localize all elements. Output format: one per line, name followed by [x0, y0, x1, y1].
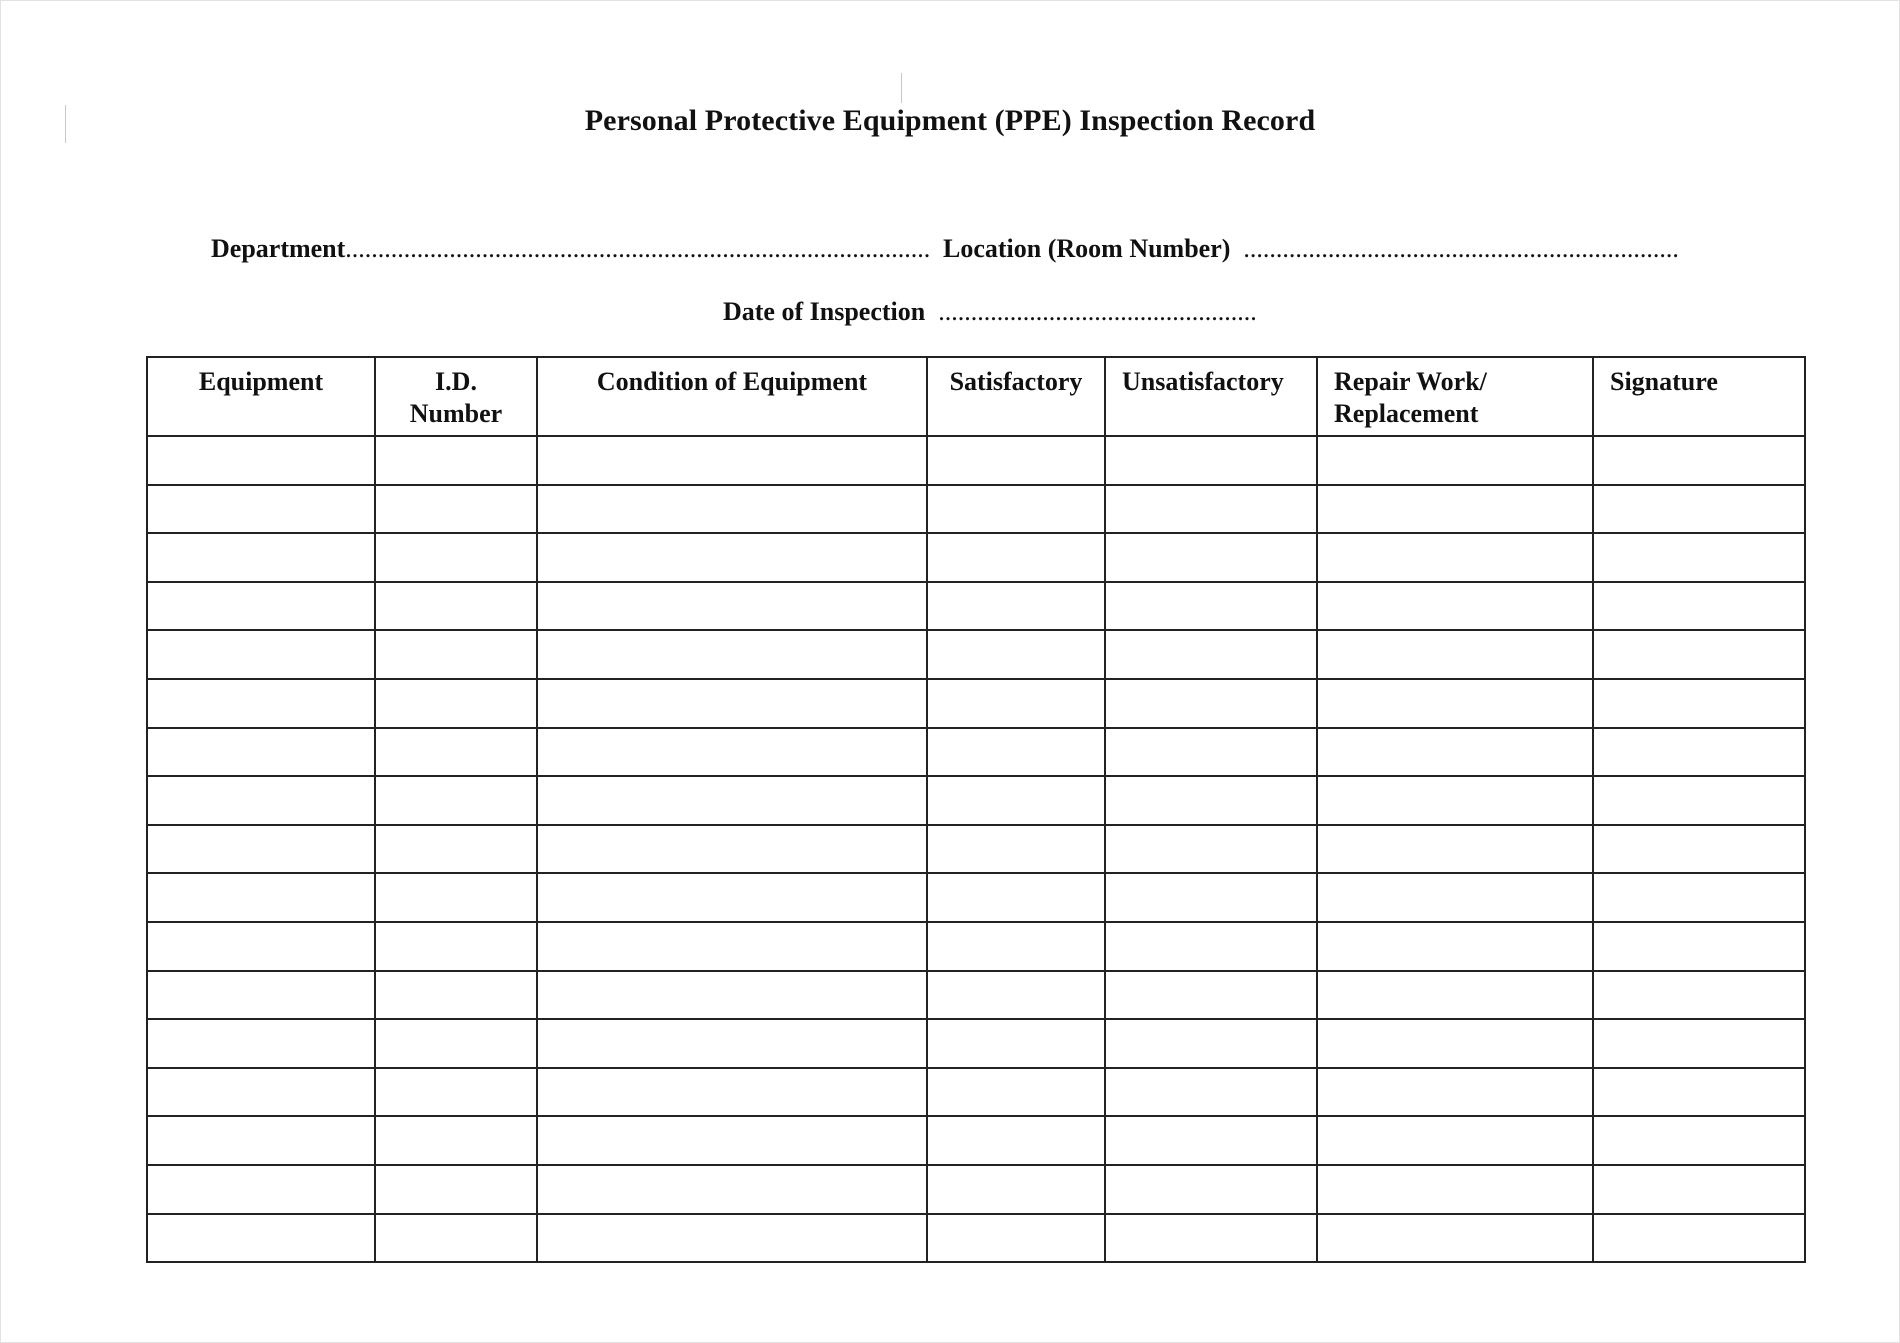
table-cell[interactable] — [147, 630, 375, 679]
table-cell[interactable] — [927, 1165, 1105, 1214]
table-cell[interactable] — [1105, 873, 1317, 922]
table-cell[interactable] — [927, 1116, 1105, 1165]
table-cell[interactable] — [375, 825, 537, 874]
table-row — [147, 728, 1805, 777]
table-header-row — [147, 357, 1805, 436]
table-cell[interactable] — [927, 1068, 1105, 1117]
table-row — [147, 825, 1805, 874]
table-cell[interactable] — [927, 728, 1105, 777]
table-cell[interactable] — [1105, 1068, 1317, 1117]
table-cell[interactable] — [927, 776, 1105, 825]
date-field[interactable] — [723, 297, 1257, 327]
text-cursor-mark — [901, 73, 902, 103]
table-cell[interactable] — [1105, 825, 1317, 874]
table-cell[interactable] — [1317, 873, 1593, 922]
table-cell[interactable] — [1317, 825, 1593, 874]
table-cell[interactable] — [927, 533, 1105, 582]
table-cell[interactable] — [537, 533, 927, 582]
table-cell[interactable] — [927, 436, 1105, 485]
table-cell[interactable] — [1317, 1068, 1593, 1117]
table-row — [147, 1165, 1805, 1214]
location-fill-line[interactable]: ................................................................... — [1243, 234, 1679, 263]
table-cell[interactable] — [1105, 922, 1317, 971]
table-cell[interactable] — [375, 728, 537, 777]
table-cell[interactable] — [375, 873, 537, 922]
table-cell[interactable] — [147, 436, 375, 485]
table-cell[interactable] — [537, 679, 927, 728]
table-cell[interactable] — [1593, 436, 1805, 485]
table-cell[interactable] — [147, 922, 375, 971]
table-cell[interactable] — [1593, 728, 1805, 777]
column-header-signature: Signature — [1593, 357, 1805, 436]
table-cell[interactable] — [1317, 1165, 1593, 1214]
table-cell[interactable] — [537, 873, 927, 922]
table-cell[interactable] — [927, 922, 1105, 971]
table-row — [147, 1214, 1805, 1263]
table-cell[interactable] — [1105, 679, 1317, 728]
table-cell[interactable] — [1317, 485, 1593, 534]
table-cell[interactable] — [537, 1068, 927, 1117]
table-row — [147, 679, 1805, 728]
table-cell[interactable] — [147, 1116, 375, 1165]
column-header-satisfactory: Satisfactory — [927, 357, 1105, 436]
table-cell[interactable] — [1317, 776, 1593, 825]
table-cell[interactable] — [375, 533, 537, 582]
table-cell[interactable] — [1105, 1116, 1317, 1165]
table-cell[interactable] — [1105, 1165, 1317, 1214]
table-cell[interactable] — [375, 436, 537, 485]
table-cell[interactable] — [1317, 728, 1593, 777]
table-cell[interactable] — [375, 582, 537, 631]
table-cell[interactable] — [375, 1214, 537, 1263]
table-row — [147, 1019, 1805, 1068]
table-row — [147, 1068, 1805, 1117]
table-cell[interactable] — [375, 776, 537, 825]
table-row — [147, 873, 1805, 922]
table-cell[interactable] — [147, 971, 375, 1020]
table-cell[interactable] — [1593, 971, 1805, 1020]
table-cell[interactable] — [927, 1019, 1105, 1068]
table-body — [147, 436, 1805, 1262]
table-cell[interactable] — [537, 630, 927, 679]
table-cell[interactable] — [537, 1116, 927, 1165]
table-cell[interactable] — [375, 679, 537, 728]
table-cell[interactable] — [1317, 582, 1593, 631]
column-header-id-number: I.D. Number — [375, 357, 537, 436]
table-cell[interactable] — [537, 825, 927, 874]
table-cell[interactable] — [1593, 776, 1805, 825]
table-cell[interactable] — [147, 533, 375, 582]
table-cell[interactable] — [1593, 1165, 1805, 1214]
table-cell[interactable] — [537, 485, 927, 534]
table-row — [147, 971, 1805, 1020]
document-title: Personal Protective Equipment (PPE) Inspection Record — [584, 104, 1316, 137]
table-cell[interactable] — [1105, 533, 1317, 582]
table-cell[interactable] — [1593, 533, 1805, 582]
table-cell[interactable] — [537, 728, 927, 777]
location-label: Location (Room Number) — [943, 234, 1231, 263]
table-cell[interactable] — [1105, 582, 1317, 631]
table-cell[interactable] — [927, 873, 1105, 922]
table-cell[interactable] — [1593, 485, 1805, 534]
table-row — [147, 533, 1805, 582]
table-cell[interactable] — [147, 1214, 375, 1263]
table-cell[interactable] — [1593, 825, 1805, 874]
table-cell[interactable] — [537, 776, 927, 825]
department-field[interactable] — [211, 234, 930, 264]
table-cell[interactable] — [147, 1019, 375, 1068]
table-cell[interactable] — [1105, 485, 1317, 534]
table-cell[interactable] — [375, 630, 537, 679]
table-cell[interactable] — [1593, 582, 1805, 631]
table-cell[interactable] — [1593, 1068, 1805, 1117]
table-cell[interactable] — [537, 922, 927, 971]
table-cell[interactable] — [1317, 1116, 1593, 1165]
table-row — [147, 630, 1805, 679]
table-row — [147, 1116, 1805, 1165]
table-cell[interactable] — [375, 485, 537, 534]
table-cell[interactable] — [1317, 630, 1593, 679]
date-fill-line[interactable]: ................................................. — [938, 297, 1257, 326]
table-cell[interactable] — [927, 679, 1105, 728]
table-cell[interactable] — [147, 679, 375, 728]
column-header-unsatisfactory: Unsatisfactory — [1105, 357, 1317, 436]
location-field[interactable] — [943, 234, 1679, 264]
column-header-repair-replacement: Repair Work/ Replacement — [1317, 357, 1593, 436]
table-cell[interactable] — [1105, 1214, 1317, 1263]
table-cell[interactable] — [537, 1214, 927, 1263]
table-cell[interactable] — [1593, 1116, 1805, 1165]
table-row — [147, 922, 1805, 971]
table-cell[interactable] — [147, 1165, 375, 1214]
department-label: Department — [211, 234, 346, 263]
table-cell[interactable] — [375, 1116, 537, 1165]
column-header-condition: Condition of Equipment — [537, 357, 927, 436]
table-cell[interactable] — [537, 436, 927, 485]
table-row — [147, 582, 1805, 631]
table-row — [147, 485, 1805, 534]
table-cell[interactable] — [927, 630, 1105, 679]
table-cell[interactable] — [147, 825, 375, 874]
table-cell[interactable] — [537, 582, 927, 631]
table-cell[interactable] — [1105, 1019, 1317, 1068]
table-cell[interactable] — [147, 873, 375, 922]
table-cell[interactable] — [1105, 776, 1317, 825]
table-cell[interactable] — [927, 1214, 1105, 1263]
table-cell[interactable] — [1593, 922, 1805, 971]
table-cell[interactable] — [375, 1165, 537, 1214]
table-cell[interactable] — [375, 971, 537, 1020]
table-cell[interactable] — [147, 776, 375, 825]
table-cell[interactable] — [927, 971, 1105, 1020]
table-cell[interactable] — [147, 728, 375, 777]
table-cell[interactable] — [1593, 679, 1805, 728]
inspection-table — [146, 356, 1806, 1263]
table-cell[interactable] — [375, 922, 537, 971]
table-cell[interactable] — [1317, 1019, 1593, 1068]
table-cell[interactable] — [1105, 436, 1317, 485]
table-row — [147, 436, 1805, 485]
table-cell[interactable] — [927, 825, 1105, 874]
table-cell[interactable] — [537, 1019, 927, 1068]
table-cell[interactable] — [1593, 1214, 1805, 1263]
table-row — [147, 776, 1805, 825]
table-cell[interactable] — [1593, 630, 1805, 679]
table-cell[interactable] — [1105, 728, 1317, 777]
table-cell[interactable] — [1317, 971, 1593, 1020]
table-cell[interactable] — [1317, 679, 1593, 728]
table-cell[interactable] — [147, 1068, 375, 1117]
column-header-equipment: Equipment — [147, 357, 375, 436]
table-cell[interactable] — [1317, 533, 1593, 582]
table-cell[interactable] — [1105, 971, 1317, 1020]
table-cell[interactable] — [1317, 436, 1593, 485]
table-cell[interactable] — [927, 485, 1105, 534]
table-cell[interactable] — [537, 971, 927, 1020]
table-cell[interactable] — [147, 485, 375, 534]
table-cell[interactable] — [1317, 1214, 1593, 1263]
table-cell[interactable] — [1105, 630, 1317, 679]
table-cell[interactable] — [1593, 873, 1805, 922]
table-cell[interactable] — [1317, 922, 1593, 971]
department-fill-line[interactable]: .......................................................................................... — [345, 234, 931, 263]
table-cell[interactable] — [1593, 1019, 1805, 1068]
date-label: Date of Inspection — [723, 297, 926, 326]
table-cell[interactable] — [375, 1068, 537, 1117]
table-cell[interactable] — [927, 582, 1105, 631]
table-cell[interactable] — [537, 1165, 927, 1214]
table-cell[interactable] — [375, 1019, 537, 1068]
table-cell[interactable] — [147, 582, 375, 631]
